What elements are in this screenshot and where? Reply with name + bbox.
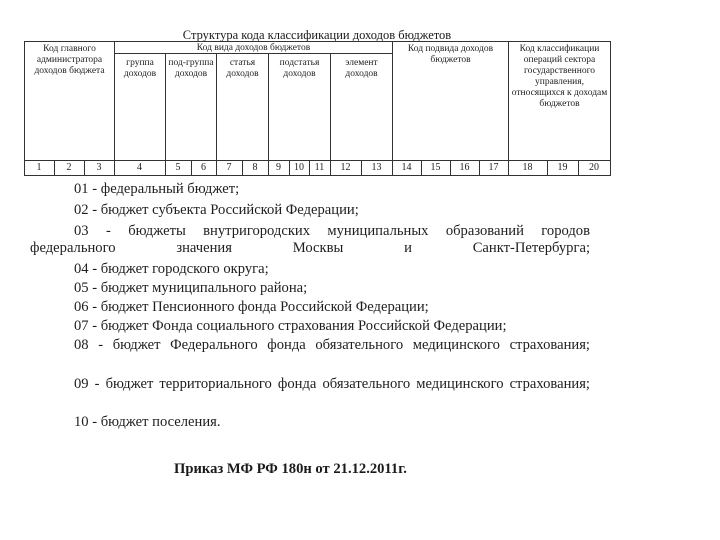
- budget-code-item: 08 - бюджет Федерального фонда обязательного медицинского страхования;: [74, 337, 590, 353]
- budget-code-item: 03 - бюджеты внутригородских муниципальных образований городов федерального значения Москвы и Санкт-Петербурга;: [30, 223, 590, 256]
- budget-code-item: 10 - бюджет поселения.: [74, 414, 221, 430]
- column-number: 20: [589, 162, 599, 173]
- column-number: 15: [430, 162, 441, 173]
- header-admin-code: Код главного администратора доходов бюджета: [34, 44, 105, 76]
- column-number: 19: [557, 162, 568, 173]
- column-number: 2: [66, 162, 72, 173]
- header-income-type: Код вида доходов бюджетов: [196, 43, 311, 53]
- header-article: статья доходов: [226, 58, 259, 79]
- column-number: 6: [201, 162, 206, 173]
- column-number: 13: [371, 162, 382, 173]
- header-element: элемент доходов: [345, 58, 378, 79]
- column-number: 3: [96, 162, 102, 173]
- header-subgroup: под-группа доходов: [168, 58, 214, 79]
- header-operation-code: Код классификации операций сектора государственного управления, относящихся к доходам бюджетов: [511, 44, 608, 109]
- budget-code-item: 09 - бюджет территориального фонда обязательного медицинского страхования;: [74, 376, 590, 392]
- table-title: Структура кода классификации доходов бюджетов: [182, 28, 452, 42]
- column-number: 4: [137, 162, 142, 173]
- budget-code-item: 06 - бюджет Пенсионного фонда Российской Федерации;: [74, 299, 429, 315]
- column-number: 7: [226, 162, 232, 173]
- order-reference: Приказ МФ РФ 180н от 21.12.2011г.: [174, 461, 407, 477]
- column-number: 9: [276, 162, 281, 173]
- column-number: 16: [459, 162, 470, 173]
- column-number: 11: [314, 162, 325, 173]
- budget-code-item: 04 - бюджет городского округа;: [74, 261, 269, 277]
- header-group: группа доходов: [123, 58, 157, 79]
- budget-code-item: 01 - федеральный бюджет;: [74, 181, 240, 197]
- header-subtype-code: Код подвида доходов бюджетов: [407, 44, 494, 65]
- budget-code-item: 05 - бюджет муниципального района;: [74, 280, 308, 296]
- budget-code-item: 02 - бюджет субъекта Российской Федерации;: [74, 202, 359, 218]
- column-number: 14: [401, 162, 412, 173]
- header-subarticle: подстатья доходов: [279, 58, 320, 79]
- column-number: 8: [252, 162, 258, 173]
- column-number: 10: [294, 162, 304, 173]
- column-number: 5: [175, 162, 181, 173]
- column-number: 17: [488, 162, 499, 173]
- column-number: 12: [340, 162, 351, 173]
- column-number: 1: [36, 162, 42, 173]
- budget-code-item: 07 - бюджет Фонда социального страхования Российской Федерации;: [74, 318, 507, 334]
- column-number: 18: [522, 162, 533, 173]
